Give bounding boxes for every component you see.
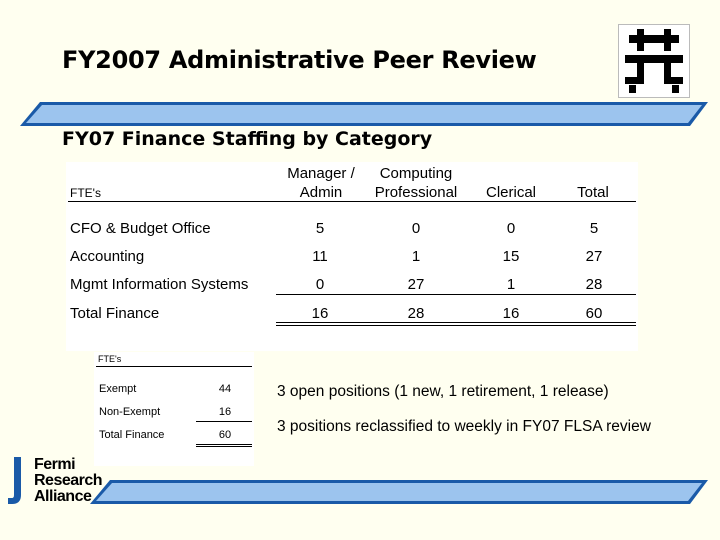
fra-line-3: Alliance <box>34 488 92 505</box>
cell: 1 <box>411 248 421 265</box>
row-label-total: Total Finance <box>70 305 160 322</box>
small-cell: 44 <box>218 383 232 395</box>
cell: 15 <box>502 248 520 265</box>
fermi-research-alliance-logo <box>8 455 108 507</box>
small-row-label-total: Total Finance <box>99 429 165 441</box>
cell: 1 <box>506 276 516 293</box>
bottom-divider-bar <box>90 478 710 506</box>
column-header-computing-professional: Computing Professional <box>374 165 458 201</box>
note-reclassified: 3 positions reclassified to weekly in FY07 FLSA review <box>277 418 651 435</box>
fermilab-logo <box>618 24 690 98</box>
small-header-rule <box>96 366 252 367</box>
cell: 11 <box>312 248 328 265</box>
small-double-rule-top <box>196 444 252 445</box>
row-label-accounting: Accounting <box>70 248 145 265</box>
cell: 5 <box>589 220 599 237</box>
small-cell: 16 <box>218 406 232 418</box>
cell: 27 <box>407 276 425 293</box>
small-ftes-label: FTE's <box>98 354 122 364</box>
total-rule <box>276 294 636 295</box>
slide-title: FY2007 Administrative Peer Review <box>62 46 537 74</box>
column-header-total: Total <box>577 184 609 201</box>
double-rule-bottom <box>276 325 636 326</box>
cell: 28 <box>585 276 603 293</box>
fra-j-mark-icon <box>8 457 22 505</box>
cell: 16 <box>502 305 520 322</box>
cell: 16 <box>311 305 329 322</box>
small-row-label-nonexempt: Non-Exempt <box>99 406 161 418</box>
column-header-clerical: Clerical <box>485 184 536 201</box>
small-total-rule <box>196 421 252 422</box>
column-header-manager-admin: Manager / Admin <box>287 165 355 201</box>
section-subtitle: FY07 Finance Staffing by Category <box>62 128 433 150</box>
fra-line-1: Fermi <box>34 456 76 473</box>
row-label-mis: Mgmt Information Systems <box>70 276 249 293</box>
cell: 0 <box>315 276 325 293</box>
cell: 0 <box>506 220 516 237</box>
cell: 27 <box>585 248 603 265</box>
row-label-cfo: CFO & Budget Office <box>70 220 211 237</box>
fra-line-2: Research <box>34 472 103 489</box>
cell: 5 <box>315 220 325 237</box>
small-row-label-exempt: Exempt <box>99 383 137 395</box>
cell: 0 <box>411 220 421 237</box>
cell: 28 <box>407 305 425 322</box>
cell: 60 <box>585 305 603 322</box>
note-open-positions: 3 open positions (1 new, 1 retirement, 1 release) <box>277 383 609 400</box>
small-double-rule-bottom <box>196 446 252 447</box>
double-rule-top <box>276 322 636 323</box>
small-cell: 60 <box>218 429 232 441</box>
header-rule <box>68 201 636 202</box>
top-divider-bar <box>20 100 710 128</box>
ftes-label: FTE's <box>70 186 101 200</box>
